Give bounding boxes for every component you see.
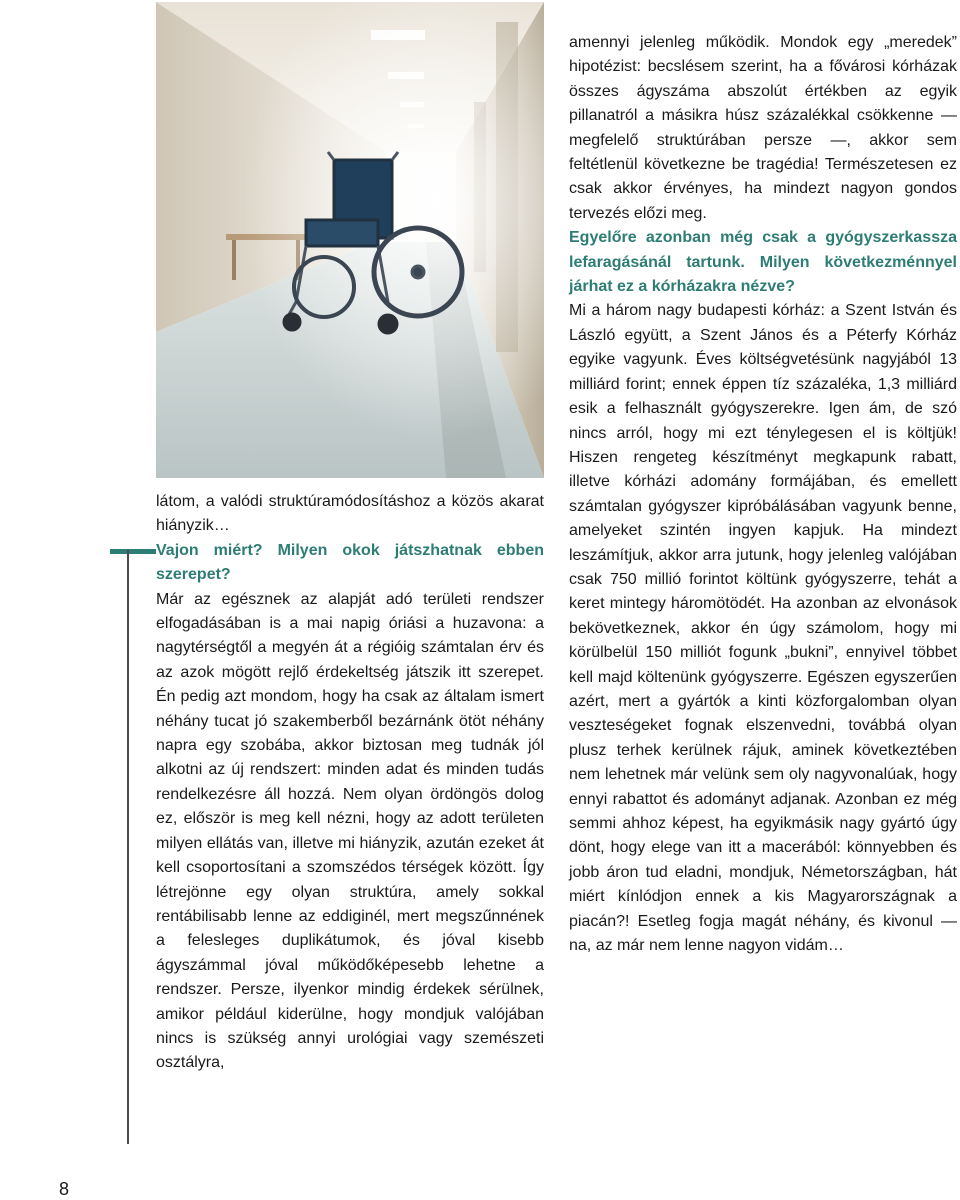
- interview-question: Vajon miért? Milyen okok játszhatnak ebben szerepet?: [156, 541, 544, 584]
- column-rule: [127, 550, 129, 1144]
- interview-question: Egyelőre azonban még csak a gyógyszerkassza lefaragásánál tartunk. Milyen következménnyel járhat ez a kórházakra nézve?: [569, 229, 957, 296]
- interview-answer: Már az egésznek az alapját adó területi rendszer elfogadásában is a mai napig óriási a huzavona: a nagytérségtől a megyén át a régióig számtalan érv és az azok mögött rejlő érdekeltség játszik itt szerepet. Én pedig azt mondom, hogy ha csak az általam ismert néhány tucat jó szakemberből bezárnánk ötöt néhány napra egy szobába, akkor biztosan meg tudnák jól alkotni az új rendszert: minden adat és minden tudás rendelkezésre áll hozzá. Nem olyan ördöngös dolog ez, először is meg kell nézni, hogy az adott területen milyen ellátás van, illetve mi hiányzik, azután ezeket át kell csoportosítani a szomszédos térségek között. Így létrejönne egy olyan struktúra, amely sokkal rentábilisabb lenne az eddiginél, mert megszűnnének a felesleges duplikátumok, és jóval kisebb ágyszámmal jóval működőképesebb lehetne a rendszer. Persze, ilyenkor mindig érdekek sérülnek, amikor például kiderülne, hogy mondjuk valójában nincs is szükség annyi urológiai vagy szemészeti osztályra,: [156, 590, 544, 1072]
- wheelchair-illustration: [156, 2, 544, 478]
- intro-paragraph: látom, a valódi struktúramódosításhoz a közös akarat hiányzik…: [156, 493, 544, 535]
- left-column: [156, 490, 544, 1076]
- wheelchair-corridor-photo: [156, 2, 544, 478]
- continuation-paragraph: amennyi jelenleg működik. Mondok egy „meredek” hipotézist: becslésem szerint, ha a fővárosi kórházak összes ágyszáma abszolút értékben az egyik pillanatról a másikra húsz százalékkal csökkenne — megfelelő struktúrában persze —, akkor sem feltétlenül következne be tragédia! Természetesen ez csak akkor érvényes, ha mindezt nagyon gondos tervezés előzi meg.: [569, 34, 957, 222]
- right-column: [569, 31, 957, 958]
- accent-rule: [110, 549, 156, 554]
- page-number: 8: [59, 1179, 70, 1199]
- interview-answer: Mi a három nagy budapesti kórház: a Szent István és László együtt, a Szent János és a Péterfy Kórház egyike vagyunk. Éves költségvetésünk nagyjából 13 milliárd forint; ennek éppen tíz százaléka, 1,3 milliárd esik a felhasznált gyógyszerekre. Igen ám, de szó nincs arról, hogy mi ezt ténylegesen el is költjük! Hiszen rengeteg készítményt megkapunk rabatt, illetve kórházi adomány formájában, és emellett számtalan gyógyszer kipróbálásában vagyunk benne, amelyeket szintén ingyen kapjuk. Ha mindezt leszámítjuk, akkor arra jutunk, hogy jelenleg valójában csak 750 millió forintot költünk gyógyszerre, tehát a keret mintegy háromötödét. Ha azonban az elvonások bekövetkeznek, akkor én úgy számolom, hogy mi körülbelül 150 milliót fogunk „bukni”, ennyivel többet kell majd költenünk gyógyszerre. Egészen egyszerűen azért, mert a gyártók a kinti közforgalomban olyan veszteségeket fognak elszenvedni, továbbá olyan plusz terhek kerülnek rájuk, aminek következtében nem lehetnek már velünk sem oly nagyvonalúak, hogy ennyi rabattot és adományt adjanak. Azonban ez még semmi ahhoz képest, ha egyikmásik nagy gyártó úgy dönt, hogy elege van itt a macerából: könnyebben és jobb áron tud eladni, mondjuk, Németországban, hát miért kínlódjon ennek a kis Magyarországnak a piacán?! Esetleg fogja magát néhány, és kivonul — na, az már nem lenne nagyon vidám…: [569, 302, 957, 955]
